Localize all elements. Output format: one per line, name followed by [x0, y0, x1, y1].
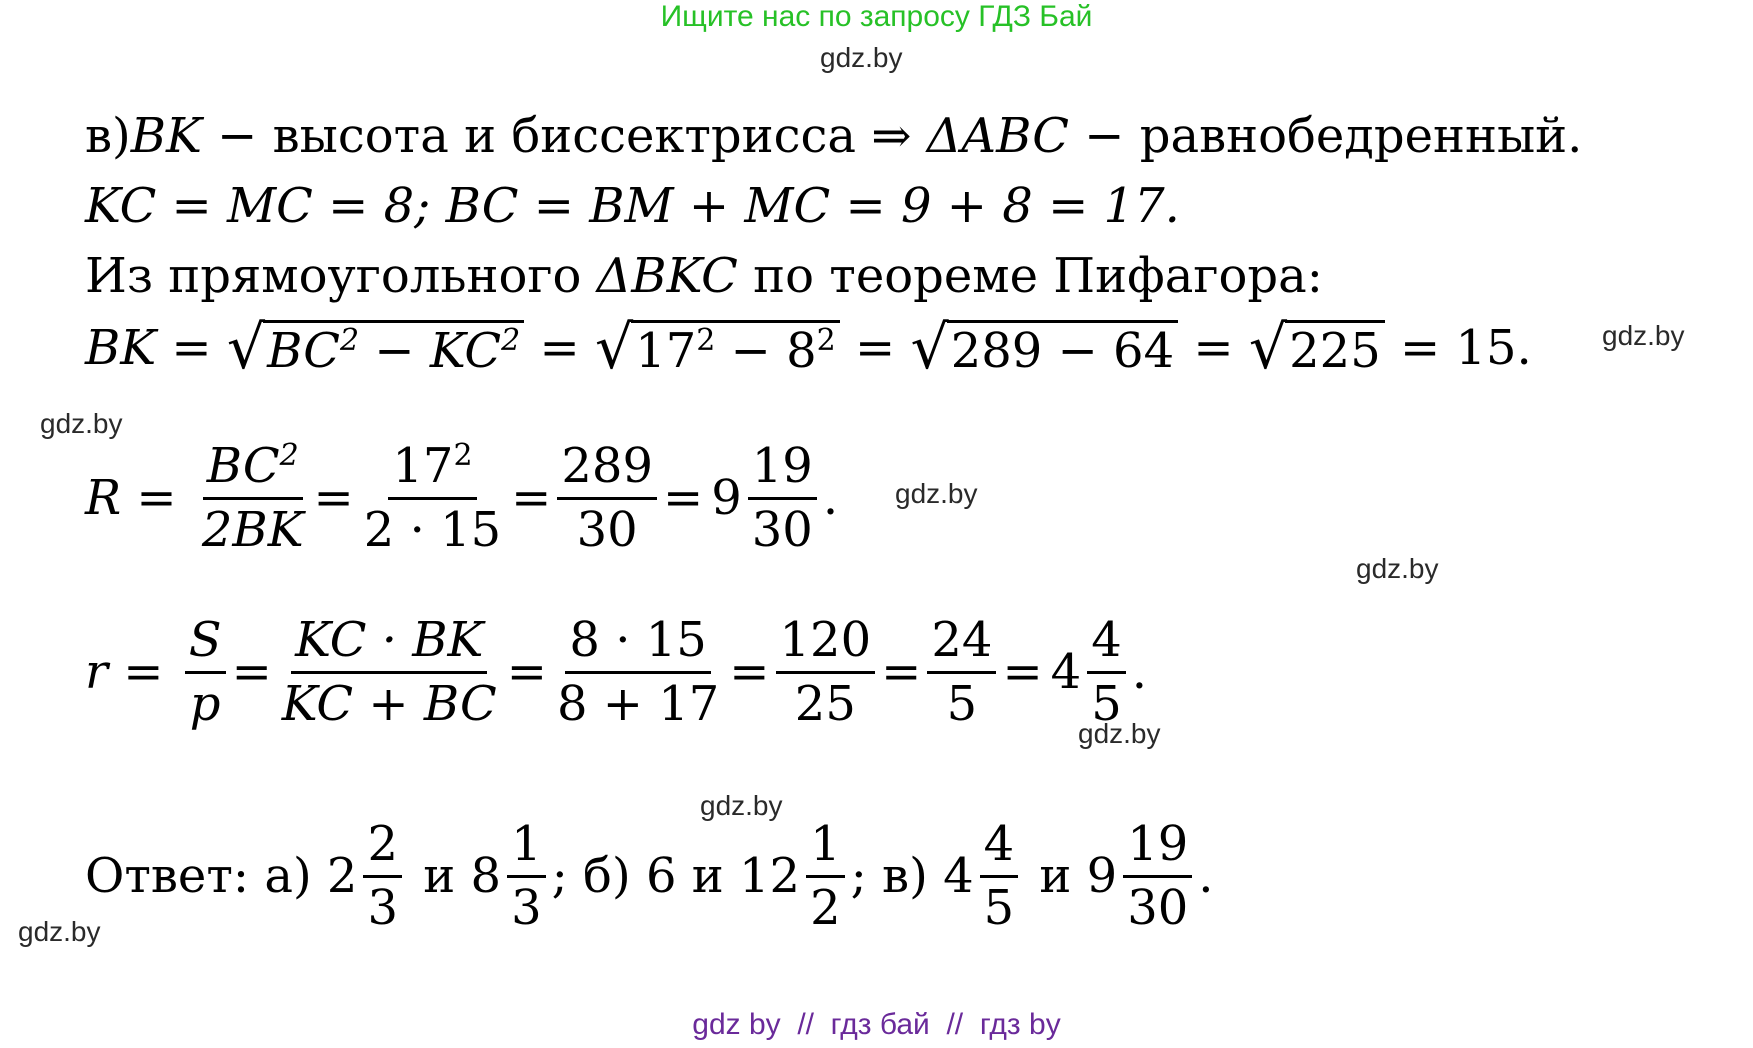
denominator: p: [189, 675, 221, 732]
watermark: gdz.by: [895, 478, 978, 509]
side-equations: KC = MC = 8; BC = BM + MC = 9 + 8 = 17.: [85, 178, 1180, 234]
period: .: [822, 470, 839, 527]
conjunction: и: [408, 848, 471, 905]
denominator: 8 + 17: [556, 675, 720, 732]
mixed-number: [327, 818, 408, 935]
fraction: [980, 818, 1019, 935]
numerator: 120: [776, 614, 876, 674]
radical-sign: √: [910, 313, 949, 383]
mixed-number: [943, 818, 1024, 935]
solution-line-1: [85, 108, 1582, 164]
watermark: gdz.by: [700, 790, 783, 821]
fraction: [198, 440, 308, 557]
numerator: 4: [980, 818, 1019, 878]
fraction: [1087, 614, 1126, 731]
line1-conclusion: − равнобедренный.: [1068, 108, 1583, 164]
triangle-abc: ΔABC: [926, 108, 1069, 164]
line3-text-end: по теореме Пифагора:: [737, 248, 1323, 304]
equals: =: [506, 644, 547, 701]
sqrt-expr-1: [226, 313, 524, 383]
mixed-number: [471, 818, 552, 935]
mixed-number: [739, 818, 851, 935]
radical-sign: √: [1248, 313, 1288, 383]
watermark: gdz.by: [1356, 553, 1439, 584]
inradius-line: [85, 614, 1147, 731]
denominator: 3: [367, 879, 399, 936]
numerator: [388, 440, 476, 500]
denominator: 5: [946, 675, 978, 732]
equals: =: [524, 320, 595, 376]
separator: ; б): [551, 848, 646, 905]
sqrt-expr-3: [910, 313, 1178, 383]
denominator: 5: [983, 879, 1015, 936]
denominator: 2 · 15: [363, 501, 502, 558]
minus: −: [359, 323, 430, 380]
numerator: 2: [363, 818, 402, 878]
conjunction: и: [676, 848, 739, 905]
fraction: [557, 440, 657, 557]
mixed-number: [711, 440, 823, 557]
fraction: [1123, 818, 1192, 935]
exponent: 2: [453, 438, 473, 473]
part-label: в): [85, 108, 131, 164]
r-lhs: R =: [85, 470, 192, 527]
numerator: [203, 440, 303, 500]
mixed-number: [1087, 818, 1199, 935]
numerator: 1: [507, 818, 546, 878]
numerator: 289: [557, 440, 657, 500]
equals: =: [1002, 644, 1043, 701]
whole-part: 9: [711, 470, 742, 527]
line3-text: Из прямоугольного: [85, 248, 597, 304]
fraction: [748, 440, 817, 557]
minus: −: [715, 323, 787, 380]
numerator: KC · BK: [291, 614, 487, 674]
denominator: KC + BC: [281, 675, 497, 732]
equals: =: [663, 470, 704, 527]
equals: =: [839, 320, 911, 376]
numerator: 19: [748, 440, 817, 500]
conjunction: и: [1024, 848, 1087, 905]
denominator: 2BK: [201, 501, 304, 558]
watermark: gdz.by: [1602, 320, 1685, 351]
fraction: [278, 614, 501, 731]
numerator: 1: [806, 818, 845, 878]
answer-b1: 6: [645, 848, 677, 905]
numerator: 8 · 15: [565, 614, 710, 674]
term: KC: [429, 323, 502, 380]
mixed-number: [1051, 614, 1132, 731]
fraction: [185, 614, 226, 731]
exponent: 2: [279, 438, 299, 473]
radicand-2: [631, 320, 840, 378]
numerator: 4: [1087, 614, 1126, 674]
denominator: 2: [810, 879, 841, 936]
radicand-3: 289 − 64: [947, 320, 1178, 378]
solution-line-2: [85, 178, 1180, 234]
separator: ; в): [850, 848, 944, 905]
answer-label: Ответ: а): [85, 848, 327, 905]
answer-line: [85, 818, 1214, 935]
equals: =: [881, 644, 922, 701]
whole-part: 9: [1086, 848, 1118, 905]
numerator: S: [185, 614, 226, 674]
whole-part: 4: [943, 848, 974, 905]
radical-sign: √: [226, 313, 266, 383]
exponent: 2: [816, 323, 836, 359]
term: 17: [392, 438, 454, 494]
exponent: 2: [696, 323, 716, 359]
whole-part: 12: [739, 848, 801, 905]
period: .: [1131, 644, 1148, 701]
radical-sign: √: [594, 313, 634, 383]
footer-links[interactable]: gdz by // гдз бай // гдз by: [692, 1008, 1061, 1041]
line1-text: − высота и биссектрисса ⇒: [201, 108, 927, 164]
denominator: 30: [1127, 879, 1189, 936]
circumradius-line: [85, 440, 838, 557]
result: = 15.: [1384, 320, 1532, 376]
r-small-lhs: r =: [85, 644, 179, 701]
whole-part: 2: [326, 848, 358, 905]
triangle-bkc: ΔBKC: [596, 248, 738, 304]
whole-part: 4: [1050, 644, 1082, 701]
exponent: 2: [340, 323, 360, 359]
equals: =: [1178, 320, 1249, 376]
bk-lhs: BK =: [85, 320, 227, 376]
radicand-4: 225: [1285, 320, 1385, 378]
term: 8: [786, 323, 817, 380]
segment-bk: BK: [130, 108, 202, 164]
period: .: [1198, 848, 1214, 905]
fraction: [776, 614, 876, 731]
fraction: [507, 818, 546, 935]
equals: =: [511, 470, 552, 527]
denominator: 3: [511, 879, 542, 936]
fraction: [360, 440, 505, 557]
denominator: 30: [751, 501, 813, 558]
denominator: 30: [576, 501, 638, 558]
term: BC: [206, 438, 280, 494]
radicand-1: [263, 320, 524, 378]
numerator: 24: [927, 614, 996, 674]
solution-line-3: [85, 248, 1323, 304]
watermark: gdz.by: [820, 42, 903, 73]
equals: =: [729, 644, 770, 701]
term: 17: [635, 323, 697, 380]
whole-part: 8: [470, 848, 502, 905]
watermark: gdz.by: [1078, 718, 1161, 749]
denominator: 5: [1091, 675, 1122, 732]
pythagoras-line: [85, 313, 1532, 383]
watermark: gdz.by: [40, 408, 123, 439]
exponent: 2: [501, 323, 521, 359]
fraction: [363, 818, 402, 935]
fraction: [927, 614, 996, 731]
watermark: gdz.by: [18, 916, 101, 947]
equals: =: [313, 470, 354, 527]
numerator: 19: [1123, 818, 1192, 878]
sqrt-expr-4: [1248, 313, 1385, 383]
fraction: [806, 818, 845, 935]
promo-banner[interactable]: Ищите нас по запросу ГДЗ Бай: [660, 0, 1093, 33]
denominator: 25: [794, 675, 856, 732]
term: BC: [267, 323, 340, 380]
equals: =: [231, 644, 272, 701]
fraction: [553, 614, 723, 731]
sqrt-expr-2: [594, 313, 840, 383]
